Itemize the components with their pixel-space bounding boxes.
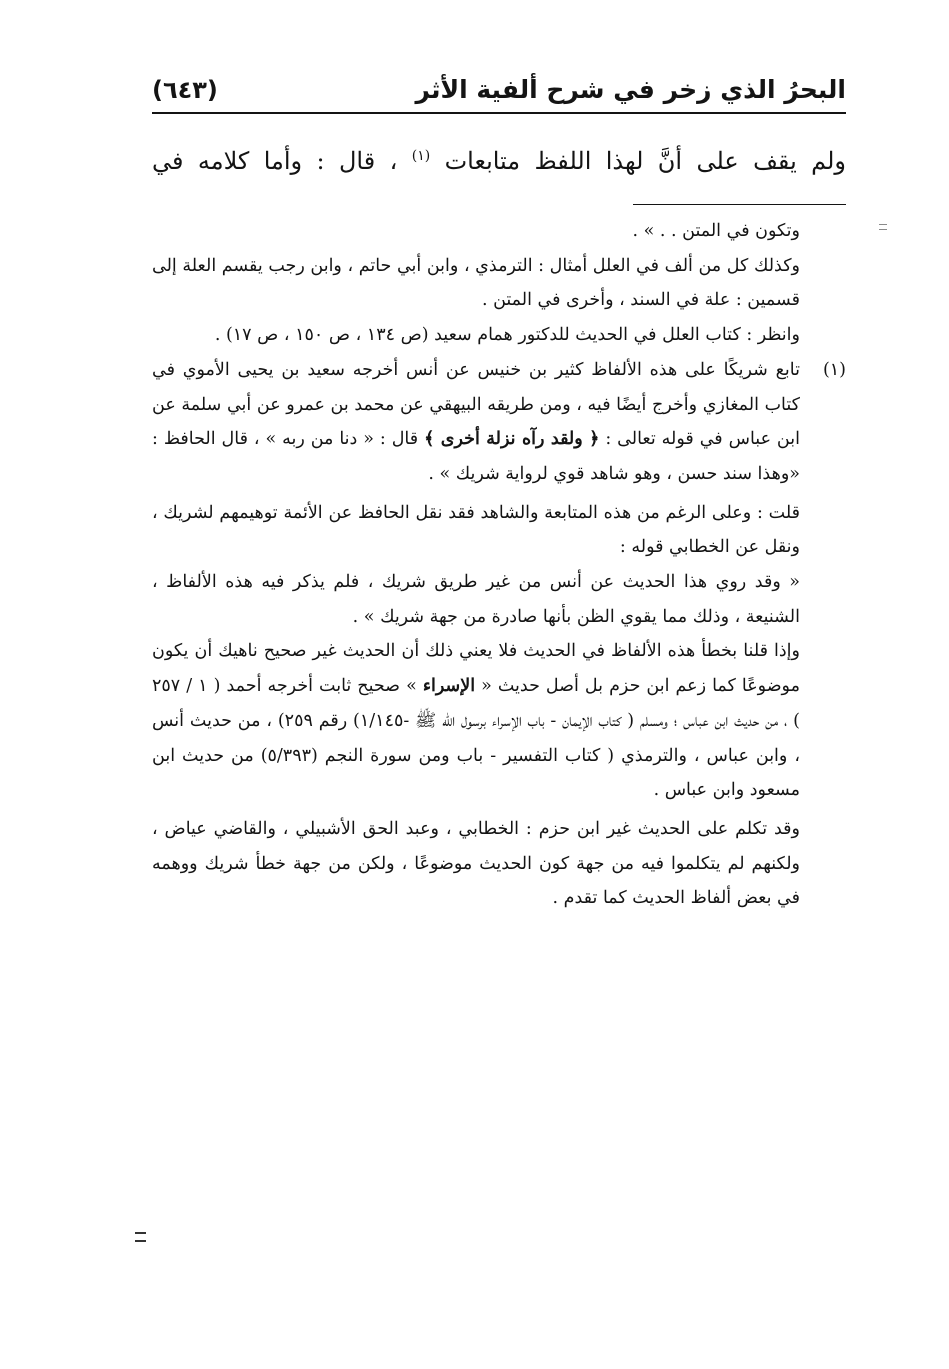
header-rule bbox=[152, 112, 846, 114]
footnote-separator bbox=[633, 204, 846, 205]
footnote-paragraph-takallam: وقد تكلم على الحديث غير ابن حزم : الخطابي ، وعبد الحق الأشبيلي ، والقاضي عياض ، ولكنهم لم يتكلموا فيه من جهة كون الحديث موضوعًا ، ولكن من جهة خطأ شريك ووهمه في بعض ألفاظ الحديث كما تقدم . bbox=[152, 818, 800, 909]
footnote-marker: (١) bbox=[822, 359, 846, 380]
footnote-1 bbox=[152, 353, 846, 492]
footnote-paragraph-qult: قلت : وعلى الرغم من هذه المتابعة والشاهد فقد نقل الحافظ عن الأئمة توهيمهم لشريك ، ونقل عن الخطابي قوله : bbox=[152, 502, 800, 558]
footnote-continuation-1: وتكون في المتن . . » . bbox=[632, 221, 800, 241]
footnote-continuation-2: وكذلك كل من ألف في العلل أمثال : الترمذي ، وابن أبي حاتم ، وابن رجب يقسم العلة إلى قسمين : علة في السند ، وأخرى في المتن . bbox=[152, 255, 800, 311]
footnote-paragraph-idha: وإذا قلنا بخطأ هذه الألفاظ في الحديث فلا يعني ذلك أن الحديث غير صحيح ناهيك أن يكون موضوعًا كما زعم ابن حزم بل أصل حديث « الإسراء » صحيح ثابت أخرجه أحمد ( ١ / ٢٥٧ ) ، من حديث ابن عباس ؛ ومسلم ( كتاب الإيمان - باب الإسراء برسول الله ﷺ -١/١٤٥) رقم ٢٥٩) ، من حديث أنس ، وابن عباس ، والترمذي ( كتاب التفسير - باب ومن سورة النجم (٥/٣٩٣) من حديث ابن مسعود وابن عباس . bbox=[152, 641, 800, 801]
footnote-1-text-a: تابع شريكًا على هذه الألفاظ كثير بن خنيس عن أنس أخرجه سعيد بن يحيى الأموي في كتاب المغازي وأخرج أيضًا فيه ، ومن طريقه البيهقي عن محمد بن عمرو عن أبي سلمة عن ابن عباس في قوله تعالى : bbox=[152, 359, 800, 450]
main-text bbox=[152, 134, 846, 183]
footnote-1-text-b: قال : « دنا من ربه » ، قال الحافظ : «وهذا سند حسن ، وهو شاهد قوي لرواية شريك » . bbox=[152, 429, 800, 484]
margin-mark bbox=[879, 224, 887, 230]
footnote-quotation: « وقد روي هذا الحديث عن أنس من غير طريق شريك ، فلم يذكر فيه هذه الألفاظ ، الشنيعة ، وذلك مما يقوي الظن بأنها صادرة من جهة شريك » . bbox=[152, 572, 800, 627]
page-number: (٦٤٣) bbox=[152, 76, 218, 104]
main-text-before: ولم يقف على أنَّ لهذا اللفظ متابعات bbox=[444, 147, 847, 175]
footnote-continuation-3: وانظر : كتاب العلل في الحديث للدكتور همام سعيد (ص ١٣٤ ، ص ١٥٠ ، ص ١٧) . bbox=[214, 325, 800, 346]
page-header bbox=[152, 72, 846, 112]
margin-mark-bottom bbox=[135, 1232, 146, 1242]
isra-term: الإسراء bbox=[422, 676, 476, 697]
quran-verse: ﴿ ولقد رآه نزلة أخرى ﴾ bbox=[424, 429, 600, 450]
book-title: البحرُ الذي زخر في شرح ألفية الأثر bbox=[415, 75, 846, 104]
main-text-after: ، قال : وأما كلامه في bbox=[152, 147, 398, 175]
footnote-reference: (١) bbox=[411, 148, 431, 164]
footnotes-section bbox=[152, 214, 846, 916]
